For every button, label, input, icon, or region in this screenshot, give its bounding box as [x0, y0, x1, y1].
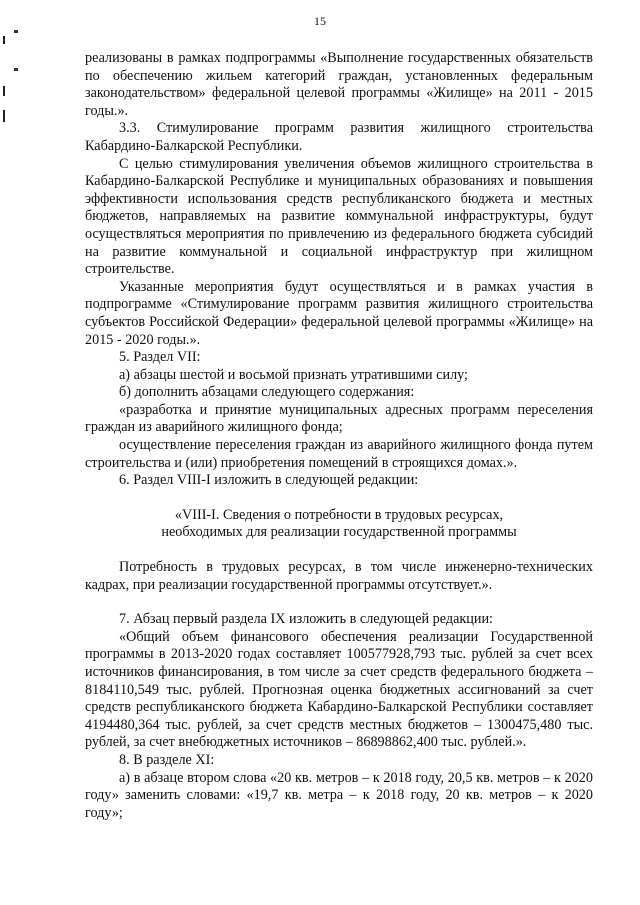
scan-margin-dot [14, 30, 18, 33]
scan-margin-dot [14, 68, 18, 71]
section-heading: 3.3. Стимулирование программ развития жилищного строительства Кабардино-Балкарской Республики. [85, 120, 593, 154]
centered-heading-line: необходимых для реализации государственной программы [161, 524, 517, 541]
amendment-item: 7. Абзац первый раздела IX изложить в следующей редакции: [119, 611, 493, 628]
paragraph-continuation: реализованы в рамках подпрограммы «Выполнение государственных обязательств по обеспечению жильем категорий граждан, установленных федеральным законодательством» федеральной целевой программы «Жилище» на 2011 - 2015 годы.». [85, 50, 593, 119]
page-number: 15 [314, 14, 326, 28]
paragraph: Потребность в трудовых ресурсах, в том числе инженерно-технических кадрах, при реализации государственной программы отсутствует.». [85, 559, 593, 593]
amendment-item: 5. Раздел VII: [119, 349, 201, 366]
paragraph: «разработка и принятие муниципальных адресных программ переселения граждан из аварийного жилищного фонда; [85, 401, 593, 436]
scan-margin-mark [3, 36, 5, 44]
paragraph: осуществление переселения граждан из аварийного жилищного фонда путем строительства и (или) приобретения помещений в строящихся домах.». [85, 437, 593, 471]
paragraph: «Общий объем финансового обеспечения реализации Государственной программы в 2013-2020 годах составляет 100577928,793 тыс. рублей за счет всех источников финансирования, в том числе за счет средств федерального бюджета – 8184110,549 тыс. рублей. Прогнозная оценка бюджетных ассигнований за счет средств республиканского бюджета Кабардино-Балкарской Республики составляет 4194480,364 тыс. рублей, за счет средств местных бюджетов – 1300475,480 тыс. рублей, за счет внебюджетных источников – 86898862,400 тыс. рублей.». [85, 628, 593, 751]
scan-margin-mark [3, 86, 5, 96]
document-body [85, 50, 593, 822]
scan-margin-mark [3, 110, 5, 122]
centered-heading-line: «VIII-I. Сведения о потребности в трудовых ресурсах, [174, 506, 504, 523]
amendment-subitem: а) в абзаце втором слова «20 кв. метров – к 2018 году, 20,5 кв. метров – к 2020 году» заменить словами: «19,7 кв. метра – к 2018 году, 20 кв. метров – к 2020 году»; [85, 769, 593, 821]
amendment-item: 6. Раздел VIII-I изложить в следующей редакции: [119, 472, 419, 489]
amendment-item: 8. В разделе XI: [119, 751, 215, 768]
paragraph: Указанные мероприятия будут осуществляться и в рамках участия в подпрограмме «Стимулирование программ развития жилищного строительства субъектов Российской Федерации» федеральной целевой программы «Жилище» на 2015 - 2020 годы.». [85, 278, 593, 348]
amendment-subitem: б) дополнить абзацами следующего содержания: [119, 384, 415, 401]
amendment-subitem: а) абзацы шестой и восьмой признать утратившими силу; [119, 366, 468, 383]
paragraph: С целью стимулирования увеличения объемов жилищного строительства в Кабардино-Балкарской Республике и муниципальных образованиях и повышения эффективности использования средств республиканского бюджета и местных бюджетов, направляемых на развитие коммунальной инфраструктуры, будут осуществляться мероприятия по привлечению из федерального бюджета субсидий на развитие коммунальной и социальной инфраструктур при жилищном строительстве. [85, 155, 593, 278]
